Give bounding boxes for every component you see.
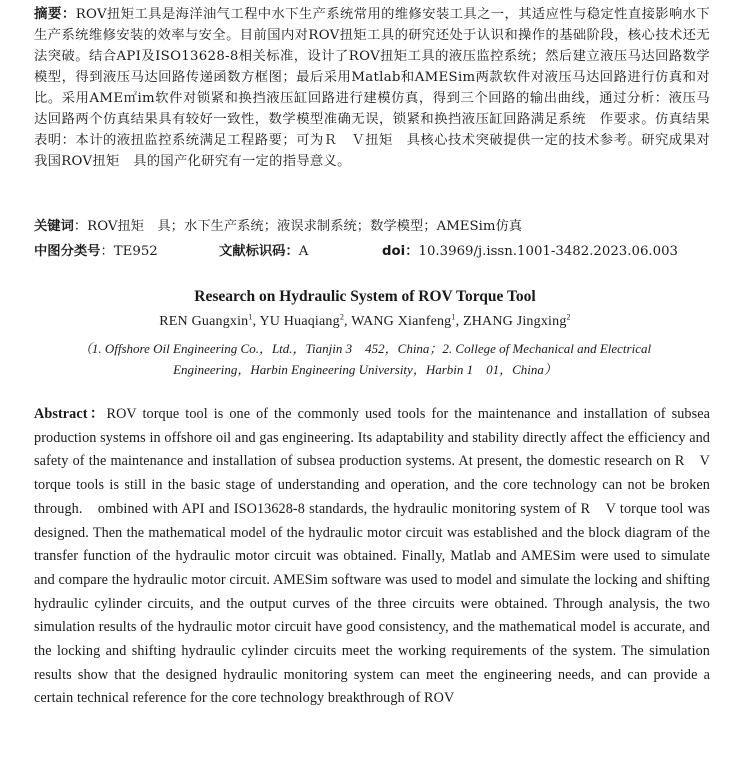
keywords-text: ：ROV扭矩 具；水下生产系统；液误求制系统；数学模型；AMESim仿真 — [73, 219, 523, 234]
clc-number — [34, 241, 219, 262]
author: ZHANG Jingxing$^2$ — [463, 312, 571, 329]
chinese-abstract-label: 摘要： — [34, 6, 76, 22]
author: YU Huaqiang$^2$ — [259, 312, 345, 329]
english-abstract — [34, 403, 710, 711]
chinese-abstract — [34, 4, 710, 172]
document-code-label: 文献标识码： — [219, 244, 299, 259]
keywords — [34, 216, 710, 237]
doi-label: doi： — [382, 244, 419, 259]
english-abstract-text: ROV torque tool is one of the commonly used tools for the maintenance and installation of subsea production systems in offshore oil and gas engineering. Its adaptability and stability directly affect the efficiency and safety of the maintenance and installation of subsea production systems. At present, the domestic research on R V torque tools is still in the basic stage of understanding and operation, and the core technology can not be broken through. ombined with API and ISO13628-8 standards, the hydraulic monitoring system of R V torque tool was designed. Then the mathematical model of the hydraulic motor circuit was established and the block diagram of the transfer function of the hydraulic motor circuit was obtained. Finally, Matlab and AMESim were used to simulate and compare the hydraulic motor circuit. AMESim software was used to model and simulate the locking and shifting hydraulic cylinder circuits, and the output curves of the three circuits were obtained. Through analysis, the two simulation results of the hydraulic motor circuit have good consistency, and the mathematical model is accurate, and the locking and shifting hydraulic cylinder circuits meet the working requirements of the system. The simulation results show that the designed hydraulic monitoring system can meet the engineering needs, and can provide a certain technical reference for the core technology breakthrough of ROV — [34, 406, 710, 707]
affiliation-line: Engineering，Harbin Engineering University，Harbin 1 01，China） — [173, 362, 557, 377]
author: WANG Xianfeng$^1$ — [351, 312, 456, 329]
chinese-abstract-text: ROV扭矩工具是海洋油气工程中水下生产系统常用的维修安装工具之一，其适应性与稳定性直接影响水下生产系统维修安装的效率与安全。目前国内对ROV扭矩工具的研究还处于认识和操作的基础阶段，核心技术还无法突破。结合API及ISO13628-8相关标准，设计了ROV扭矩工具的液压监控系统；然后建立液压马达回路数学模型，得到液压马达回路传递函数方框图；最后采用Matlab和AMESim两款软件对液压马达回路进行仿真和对比。采用AME㎡im软件对锁紧和换挡液压缸回路进行建模仿真，得到三个回路的输出曲线，通过分析：液压马达回路两个仿真结果具有较好一致性，数学模型准确无误，锁紧和换挡液压缸回路满足系统 作要求。仿真结果表明：本计的液扭监控系统满足工程路要；可为Ｒ Ｖ扭矩 具核心技术突破提供一定的技术参考。研究成果对我国ROV扭矩 具的国产化研究有一定的指导意义。 — [34, 7, 710, 169]
english-abstract-label: Abstract： — [34, 406, 107, 422]
affiliation-line: （1. Offshore Oil Engineering Co.，Ltd.，Tianjin 3 452，China；2. College of Mechanical and Electrical — [78, 341, 652, 356]
document-code-value: A — [298, 244, 309, 259]
english-authors: REN Guangxin$^1$, YU Huaqiang$^2$, WANG Xianfeng$^1$, ZHANG Jingxing$^2$ — [159, 312, 571, 329]
doi — [382, 241, 710, 262]
doi-value: 10.3969/j.issn.1001-3482.2023.06.003 — [418, 244, 679, 259]
clc-value: ：TE952 — [100, 244, 158, 259]
classification-row — [34, 241, 710, 262]
keywords-label: 关键词 — [34, 219, 74, 234]
document-code — [219, 241, 382, 262]
clc-label: 中图分类号 — [34, 244, 101, 259]
english-title: Research on Hydraulic System of ROV Torque Tool — [194, 288, 536, 305]
english-affiliation — [60, 338, 670, 380]
author: REN Guangxin$^1$ — [159, 312, 253, 329]
